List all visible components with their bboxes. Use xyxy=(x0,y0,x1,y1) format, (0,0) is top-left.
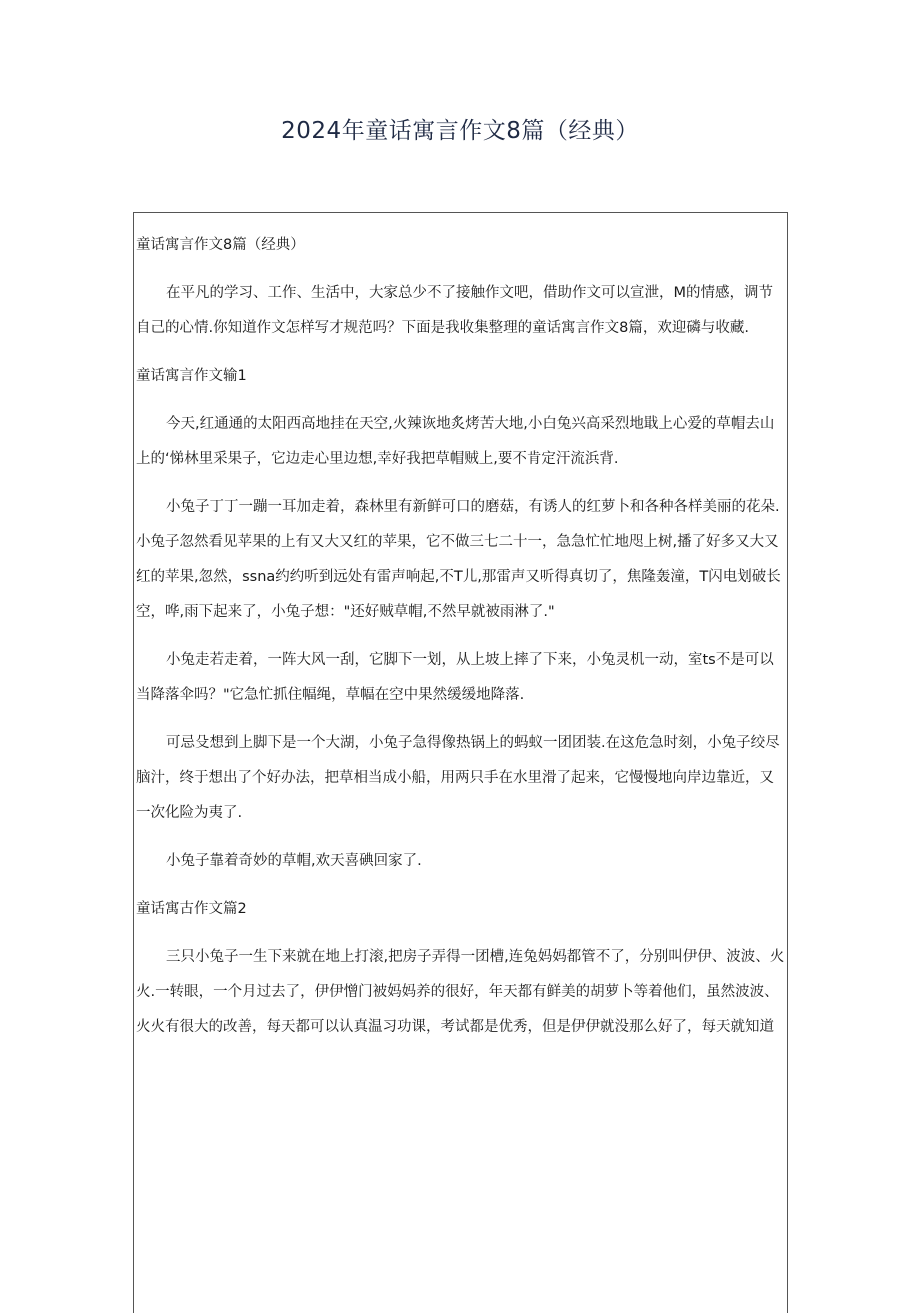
text-line: 脑汁，终于想出了个好办法，把草相当成小船，用两只手在水里滑了起来，它慢慢地向岸边靠近，又 xyxy=(136,770,774,786)
text-line: 红的苹果,忽然，ssna约约听到远处有雷声响起,不T儿,那雷声又听得真切了，焦隆轰潼，T闪电划破长 xyxy=(136,569,781,585)
text-line: 小兔走若走着，一阵大风一刮，它脚下一划，从上坡上摔了下来，小兔灵机一动，室ts不是可以 xyxy=(166,652,774,668)
document-body xyxy=(136,228,786,1045)
text-line: 三只小兔子一生下来就在地上打滚,把房子弄得一团槽,连兔妈妈都管不了，分别叫伊伊、波波、火 xyxy=(166,949,785,965)
paragraph xyxy=(136,490,786,630)
page-title: 2024年童话寓言作文8篇（经典） xyxy=(281,118,639,144)
paragraph xyxy=(136,407,786,477)
document-subtitle: 童话寓言作文8篇（经典） xyxy=(136,237,305,253)
intro-paragraph xyxy=(136,276,786,346)
paragraph xyxy=(136,726,786,831)
text-line: 自己的心情.你知道作文怎样写才规范吗？下面是我收集整理的童话寓言作文8篇，欢迎磷与收藏. xyxy=(136,320,749,336)
text-line: 小兔子靠着奇妙的草帽,欢天喜碘回家了. xyxy=(166,853,422,869)
paragraph xyxy=(136,643,786,713)
section-heading-2: 童话寓古作文篇2 xyxy=(136,901,247,917)
paragraph xyxy=(136,940,786,1045)
text-line: 当降落伞吗？"它急忙抓住幅绳，草幅在空中果然缓缓地降落. xyxy=(136,687,525,703)
text-line: 空，哗,雨下起来了，小兔子想："还好贼草帽,不然早就被雨淋了." xyxy=(136,604,555,620)
text-line: 上的‘悌林里采果子，它边走心里边想,幸好我把草帽贼上,要不肯定汗流浜背. xyxy=(136,451,619,467)
text-line: 火.一转眼，一个月过去了，伊伊憎门被妈妈养的很好，年天都有鲜美的胡萝卜等着他们，虽然波波、 xyxy=(136,984,779,1000)
text-line: 可忌殳想到上脚下是一个大湖，小兔子急得像热锅上的蚂蚁一团团装.在这危急时刻，小兔子绞尽 xyxy=(166,735,780,751)
text-line: 今天,红通通的太阳西高地挂在天空,火辣诙地炙烤苦大地,小白兔兴高采烈地戢上心爱的草帽去山 xyxy=(166,416,775,432)
text-line: 火火有很大的改善，每天都可以认真温习功课，考试都是优秀，但是伊伊就没那么好了，每天就知道 xyxy=(136,1019,774,1035)
text-line: 小兔子忽然看见苹果的上有又大又红的苹果，它不做三七二十一，急急忙忙地咫上树,播了好多又大又 xyxy=(136,534,779,550)
text-line: 小兔子丁丁一蹦一耳加走着，森林里有新鲜可口的磨菇，有诱人的红萝卜和各种各样美丽的花朵. xyxy=(166,499,780,515)
text-line: 在平凡的学习、工作、生活中，大家总少不了接触作文吧，借助作文可以宣泄，M的情感，调节 xyxy=(166,285,774,301)
section-heading-1: 童话寓言作文输1 xyxy=(136,368,247,384)
text-line: 一次化险为夷了. xyxy=(136,805,243,821)
paragraph xyxy=(136,844,786,879)
